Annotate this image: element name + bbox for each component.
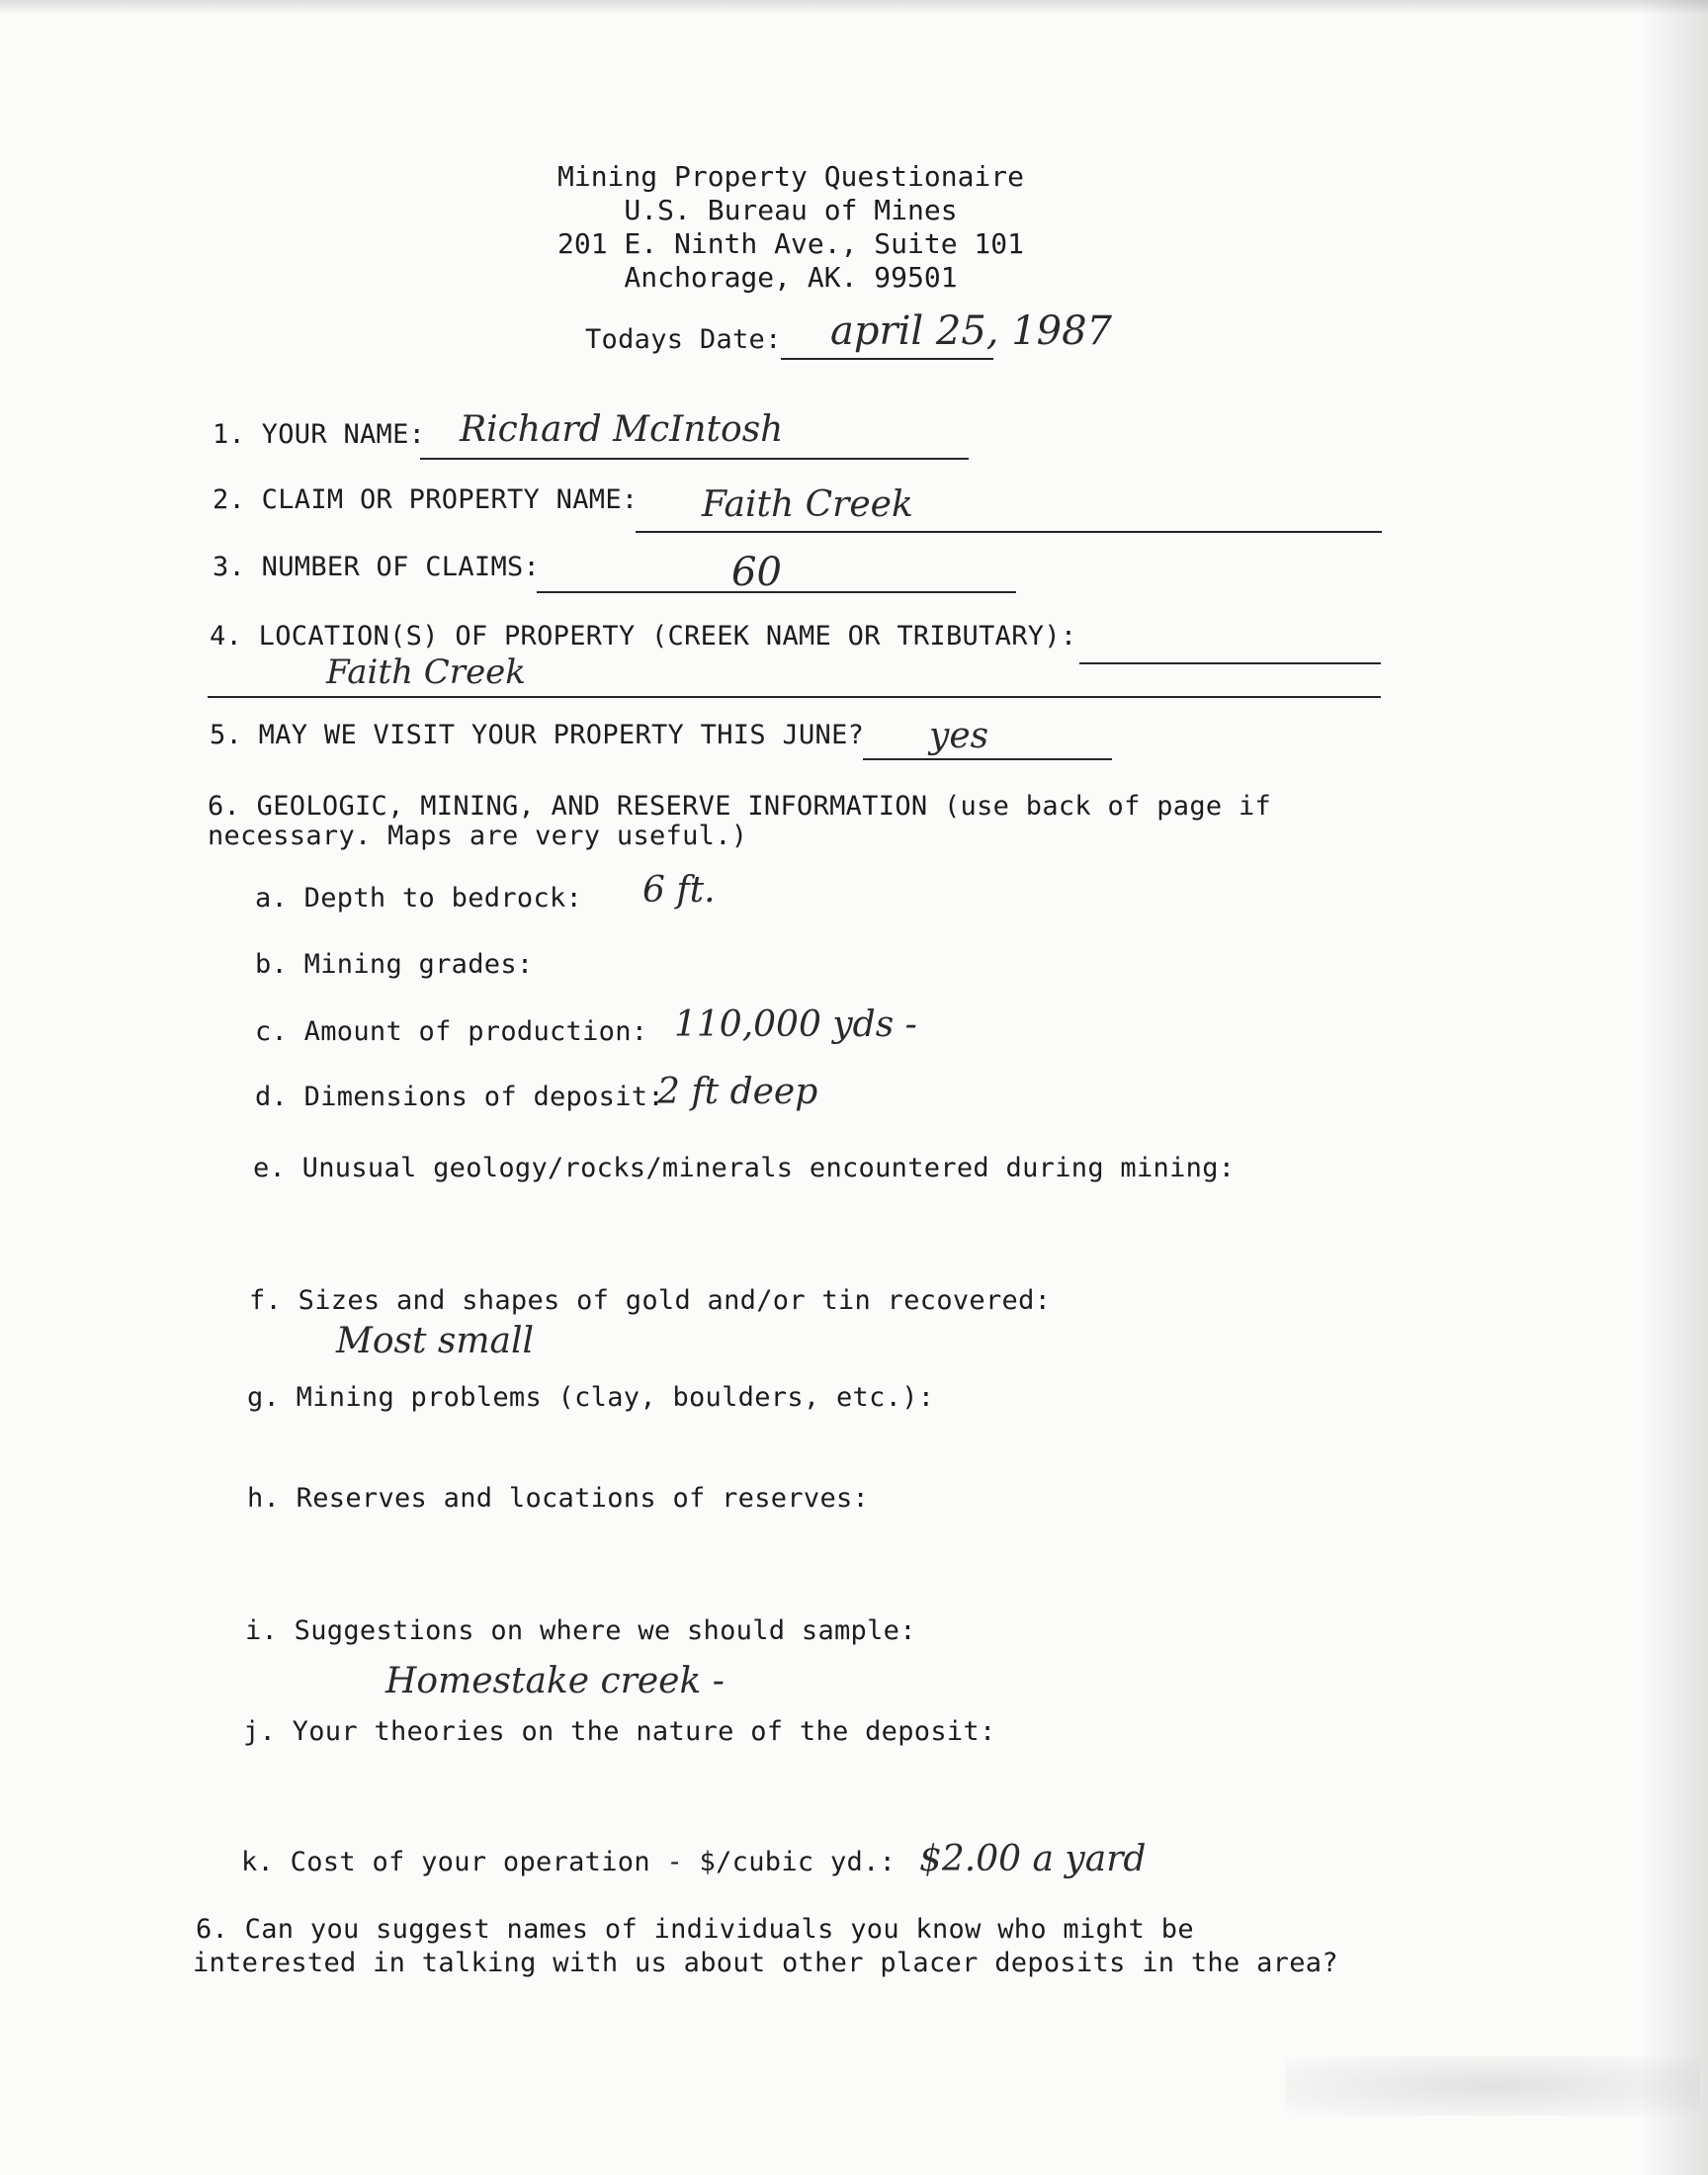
q6d-label: d. Dimensions of deposit: [255,1082,664,1112]
q6-label-line2: necessary. Maps are very useful.) [208,821,748,851]
q4-label: 4. LOCATION(S) OF PROPERTY (CREEK NAME OR TRIBUTARY): [210,621,1077,652]
agency-city: Anchorage, AK. 99501 [624,261,958,294]
q6i-label: i. Suggestions on where we should sample: [245,1615,916,1646]
date-underline [781,358,993,360]
q6h-label: h. Reserves and locations of reserves: [247,1483,870,1514]
form-title: Mining Property Questionaire [556,160,1024,193]
q2-underline [636,531,1382,533]
q6j-label: j. Your theories on the nature of the deposit: [243,1716,996,1747]
q6k-answer: $2.00 a yard [919,1839,1147,1879]
q6c-answer: 110,000 yds - [674,1004,917,1045]
q3-label: 3. NUMBER OF CLAIMS: [213,552,541,582]
q7-label-line1: 6. Can you suggest names of individuals you know who might be [196,1914,1194,1945]
date-answer: april 25, 1987 [830,308,1112,354]
q6g-label: g. Mining problems (clay, boulders, etc.): [247,1382,935,1413]
q6-label-line1: 6. GEOLOGIC, MINING, AND RESERVE INFORMATION (use back of page if [208,791,1272,822]
q6k-label: k. Cost of your operation - $/cubic yd.: [241,1847,897,1877]
q4-answer: Faith Creek [326,652,526,692]
q1-answer: Richard McIntosh [460,409,784,450]
q4-underline-1 [1079,662,1381,664]
date-label: Todays Date: [585,324,782,355]
q2-answer: Faith Creek [702,484,913,525]
q3-answer: 60 [731,550,782,595]
q6f-label: f. Sizes and shapes of gold and/or tin recovered: [249,1285,1052,1316]
agency-name: U.S. Bureau of Mines [624,194,958,226]
q6a-label: a. Depth to bedrock: [255,883,583,914]
q5-label: 5. MAY WE VISIT YOUR PROPERTY THIS JUNE? [210,720,865,750]
scan-edge-shadow [1639,0,1708,2175]
scan-top-shadow [0,0,1708,14]
q6c-label: c. Amount of production: [255,1016,648,1047]
q4-underline-2 [208,696,1381,698]
agency-address: 201 E. Ninth Ave., Suite 101 [556,227,1024,260]
q6e-label: e. Unusual geology/rocks/minerals encountered during mining: [253,1153,1236,1183]
q2-label: 2. CLAIM OR PROPERTY NAME: [213,484,639,515]
q5-underline [863,758,1112,760]
q7-label-line2: interested in talking with us about other placer deposits in the area? [193,1948,1338,1978]
q5-answer: yes [929,716,989,756]
scan-smudge [1285,2056,1700,2116]
q6a-answer: 6 ft. [642,870,716,911]
q6b-label: b. Mining grades: [255,949,534,980]
q6f-answer: Most small [336,1321,535,1361]
q1-underline [420,458,969,460]
q6d-answer: 2 ft deep [657,1072,818,1112]
q1-label: 1. YOUR NAME: [213,419,426,450]
q6i-answer: Homestake creek - [385,1661,725,1701]
